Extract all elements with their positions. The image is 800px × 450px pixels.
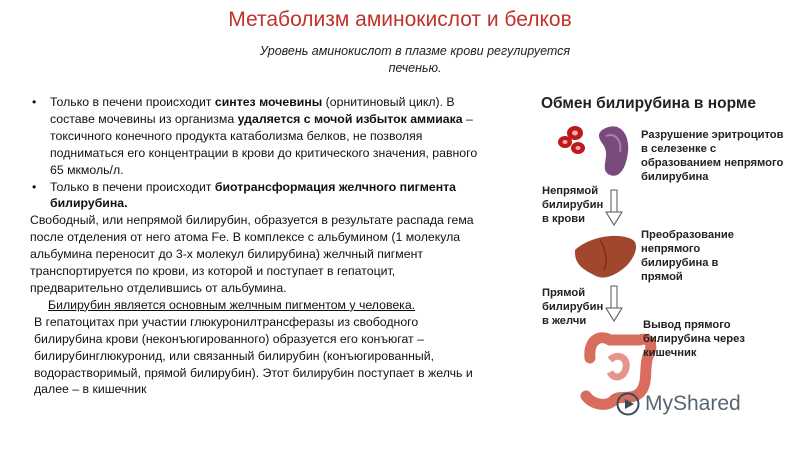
myshared-logo-icon [616,392,640,416]
arrow-down-icon [606,286,622,321]
label-excretion: Вывод прямого билирубина через кишечник [643,319,745,359]
paragraph-free-bilirubin: Свободный, или непрямой билирубин, образуется в результате распада гема после отделения от него атома Fe. В комплексе с альбумином (1 молекула альбумина переносит до 3-х молекул билирубина) желчный пигмент транспортируется по крови, из которой и поступает в гепатоцит, предварительно отделившись от альбумина. [30,213,474,295]
spleen-icon [599,126,628,175]
label-conversion: Преобразование непрямого билирубина в прямой [641,229,734,283]
paragraph-main-pigment [30,297,485,314]
label-direct: Прямой билирубин в желчи [542,287,604,327]
bullet-urea [30,94,485,179]
watermark: MyShared [645,392,741,415]
diagram-title: Обмен билирубина в норме [541,95,756,112]
underlined-text: Билирубин является основным желчным пигментом у человека. [48,297,416,312]
arrow-down-icon [606,190,622,225]
bilirubin-diagram [530,90,790,435]
page-subtitle: Уровень аминокислот в плазме крови регулируется печенью. [259,44,571,75]
bold-bilirubin: биотрансформация желчного пигмента билирубина. [50,179,457,211]
paragraph-hepatocytes: В гепатоцитах при участии глюкуронилтрансферазы из свободного билирубина крови (неконъюгированного) образуется его конъюгат – билирубинглюкуронид, или связанный билирубин (конъюгированный, водорастворимый, прямой билирубин). Этот билирубин поступает в желчь и далее – в кишечник [34,314,473,397]
text-span: – токсичного конечного продукта катаболизма белков, не позволяя подниматься его концентрации в крови до критического значения, равного 65 мкмоль/л. [50,111,478,177]
bold-urea: синтез мочевины [214,95,323,109]
text-span: Только в печени происходит [50,179,215,194]
red-blood-cells-icon [558,126,585,154]
text-span: (орнитиновый цикл). В составе мочевины из организма [50,95,455,126]
text-span: Только в печени происходит [50,95,215,109]
label-destruction: Разрушение эритроцитов в селезенке с образованием непрямого билирубина [641,129,784,183]
bullet-bilirubin [30,179,485,213]
page-title: Метаболизм аминокислот и белков [228,8,572,31]
label-indirect: Непрямой билирубин в крови [542,185,604,225]
main-text [30,94,485,398]
bold-ammonia: удаляется с мочой избыток аммиака [237,111,463,126]
